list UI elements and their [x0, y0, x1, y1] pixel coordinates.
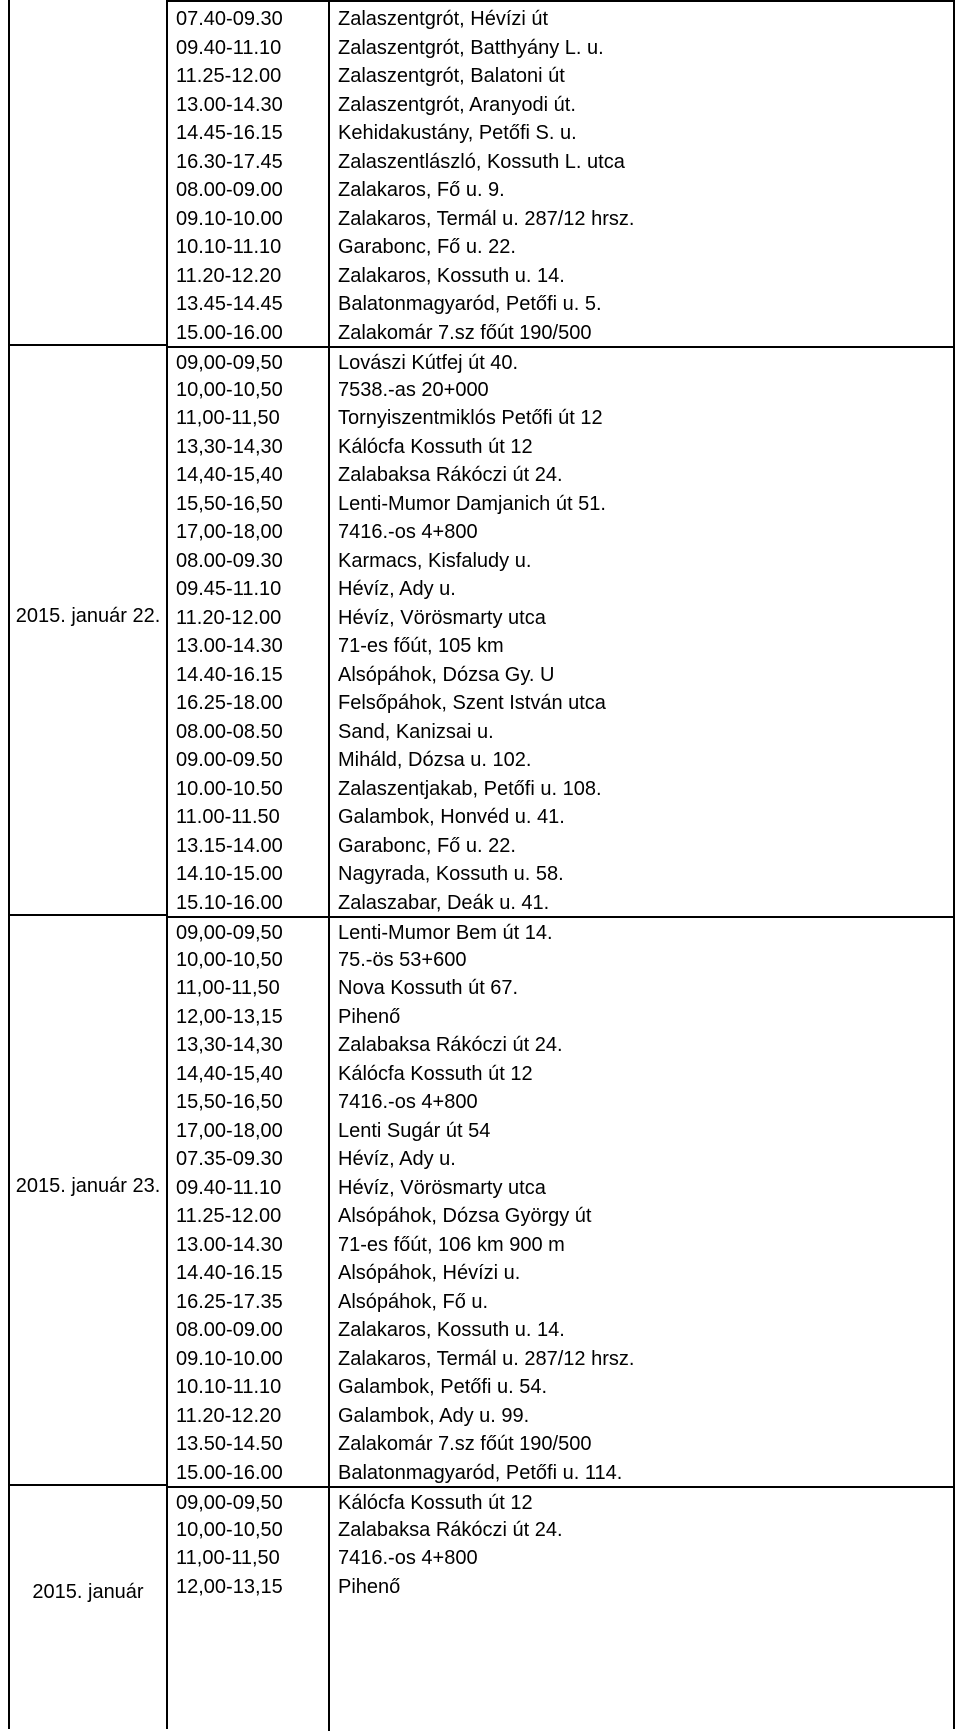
- location-cell: Miháld, Dózsa u. 102.: [338, 749, 532, 771]
- time-cell: 09.10-10.00: [176, 1347, 283, 1370]
- time-cell: 09,00-09,50: [176, 1492, 283, 1514]
- location-cell: Lovászi Kútfej út 40.: [338, 352, 519, 374]
- location-cell: Tornyiszentmiklós Petőfi út 12: [338, 407, 603, 429]
- time-cell: 13.50-14.50: [176, 1433, 283, 1455]
- time-cell: 11.25-12.00: [176, 65, 282, 87]
- time-cell: 16.25-18.00: [176, 692, 283, 714]
- location-cell: Galambok, Honvéd u. 41.: [338, 806, 565, 828]
- location-cell: Zalakaros, Termál u. 287/12 hrsz.: [338, 207, 635, 230]
- table-row: [168, 717, 953, 746]
- table-row: [168, 346, 953, 375]
- location-cell: Zalabaksa Rákóczi út 24.: [338, 464, 563, 486]
- location-cell: Lenti Sugár út 54: [338, 1119, 491, 1142]
- table-row: [168, 831, 953, 860]
- schedule-table: [168, 0, 955, 1729]
- table-row: [168, 1429, 953, 1458]
- time-cell: 14.40-16.15: [176, 663, 283, 686]
- table-row: [168, 489, 953, 518]
- location-cell: 71-es főút, 105 km: [338, 635, 504, 657]
- table-row: [168, 33, 953, 62]
- time-cell: 15,50-16,50: [176, 1091, 283, 1113]
- table-row: [168, 888, 953, 917]
- time-cell: 13.00-14.30: [176, 635, 283, 657]
- location-cell: Sand, Kanizsai u.: [338, 720, 494, 743]
- location-cell: Alsópáhok, Dózsa Gy. U: [338, 663, 555, 686]
- time-cell: 09.00-09.50: [176, 749, 283, 771]
- time-cell: 14,40-15,40: [176, 464, 283, 486]
- table-row: [168, 859, 953, 888]
- location-cell: Galambok, Petőfi u. 54.: [338, 1376, 548, 1398]
- time-cell: 11,00-11,50: [176, 1547, 280, 1569]
- time-cell: 07.40-09.30: [176, 8, 283, 30]
- table-row: [168, 1515, 953, 1544]
- location-cell: Alsópáhok, Dózsa György út: [338, 1205, 592, 1227]
- location-cell: Zalakaros, Kossuth u. 14.: [338, 1319, 565, 1341]
- time-cell: 14,40-15,40: [176, 1062, 283, 1085]
- time-cell: 13.00-14.30: [176, 1233, 283, 1256]
- location-cell: Balatonmagyaród, Petőfi u. 114.: [338, 1461, 623, 1484]
- time-cell: 13.15-14.00: [176, 834, 283, 857]
- time-cell: 16.25-17.35: [176, 1290, 283, 1313]
- time-cell: 11,00-11,50: [176, 977, 280, 999]
- table-row: [168, 1401, 953, 1430]
- table-row: [168, 147, 953, 176]
- table-row: [168, 774, 953, 803]
- table-row: [168, 1087, 953, 1116]
- table-row: [168, 1173, 953, 1202]
- time-cell: 11.25-12.00: [176, 1205, 282, 1227]
- location-cell: Pihenő: [338, 1005, 401, 1028]
- time-cell: 09.45-11.10: [176, 578, 282, 600]
- location-cell: 75.-ös 53+600: [338, 948, 467, 971]
- location-cell: Zalaszentgrót, Hévízi út: [338, 8, 549, 30]
- table-row: [168, 973, 953, 1002]
- table-row: [168, 517, 953, 546]
- table-row: [168, 603, 953, 632]
- location-cell: Zalaszabar, Deák u. 41.: [338, 891, 550, 914]
- location-cell: Lenti-Mumor Bem út 14.: [338, 922, 553, 944]
- time-cell: 08.00-08.50: [176, 720, 283, 743]
- table-row: [168, 1201, 953, 1230]
- location-cell: Zalakomár 7.sz főút 190/500: [338, 321, 592, 344]
- location-cell: Nagyrada, Kossuth u. 58.: [338, 863, 564, 885]
- location-cell: Hévíz, Ady u.: [338, 1148, 456, 1170]
- table-row: [168, 1486, 953, 1515]
- location-cell: Zalaszentgrót, Balatoni út: [338, 65, 565, 87]
- date-label: 2015. január: [32, 1581, 144, 1603]
- table-row: [168, 90, 953, 119]
- location-cell: Zalakaros, Kossuth u. 14.: [338, 264, 565, 287]
- time-cell: 10,00-10,50: [176, 378, 283, 401]
- time-cell: 07.35-09.30: [176, 1148, 283, 1170]
- time-cell: 11.20-12.20: [176, 264, 282, 287]
- table-row: [168, 4, 953, 33]
- table-row: [168, 1543, 953, 1572]
- table-row: [168, 1059, 953, 1088]
- table-row: [168, 631, 953, 660]
- time-cell: 15,50-16,50: [176, 492, 283, 515]
- time-cell: 15.00-16.00: [176, 321, 283, 344]
- time-cell: 09.10-10.00: [176, 207, 283, 230]
- location-cell: Zalaszentgrót, Aranyodi út.: [338, 93, 576, 116]
- time-cell: 17,00-18,00: [176, 1119, 283, 1142]
- table-row: [168, 61, 953, 90]
- location-cell: Alsópáhok, Hévízi u.: [338, 1262, 521, 1284]
- time-cell: 12,00-13,15: [176, 1575, 283, 1598]
- table-row: [168, 745, 953, 774]
- time-cell: 16.30-17.45: [176, 150, 283, 173]
- time-cell: 11.20-12.20: [176, 1404, 282, 1427]
- time-cell: 08.00-09.30: [176, 549, 283, 572]
- location-cell: Kálócfa Kossuth út 12: [338, 1062, 533, 1085]
- date-separator: [8, 914, 168, 916]
- location-cell: 7416.-os 4+800: [338, 1547, 478, 1569]
- time-cell: 14.40-16.15: [176, 1262, 283, 1284]
- location-cell: 7538.-as 20+000: [338, 378, 489, 401]
- table-row: [168, 204, 953, 233]
- time-cell: 13,30-14,30: [176, 435, 283, 458]
- time-cell: 14.45-16.15: [176, 122, 283, 144]
- location-cell: Alsópáhok, Fő u.: [338, 1290, 489, 1313]
- table-row: [168, 1258, 953, 1287]
- location-cell: Garabonc, Fő u. 22.: [338, 834, 516, 857]
- location-cell: Galambok, Ady u. 99.: [338, 1404, 530, 1427]
- table-row: [168, 1002, 953, 1031]
- time-cell: 10,00-10,50: [176, 1518, 283, 1541]
- time-cell: 10.10-11.10: [176, 236, 282, 258]
- date-label: 2015. január 23.: [15, 1175, 161, 1197]
- time-cell: 09,00-09,50: [176, 352, 283, 374]
- time-cell: 10,00-10,50: [176, 948, 283, 971]
- location-cell: Kehidakustány, Petőfi S. u.: [338, 122, 577, 144]
- time-cell: 13.00-14.30: [176, 93, 283, 116]
- time-cell: 11.00-11.50: [176, 806, 280, 828]
- table-row: [168, 1458, 953, 1487]
- location-cell: Kálócfa Kossuth út 12: [338, 435, 533, 458]
- time-cell: 11.20-12.00: [176, 606, 282, 629]
- location-cell: Kálócfa Kossuth út 12: [338, 1492, 533, 1514]
- date-column: [8, 0, 168, 1729]
- table-row: [168, 318, 953, 347]
- location-cell: Lenti-Mumor Damjanich út 51.: [338, 492, 606, 515]
- table-row: [168, 945, 953, 974]
- table-row: [168, 546, 953, 575]
- time-cell: 14.10-15.00: [176, 863, 283, 885]
- table-row: [168, 1030, 953, 1059]
- location-cell: Zalaszentlászló, Kossuth L. utca: [338, 150, 625, 173]
- location-cell: Zalakaros, Termál u. 287/12 hrsz.: [338, 1347, 635, 1370]
- table-row: [168, 1116, 953, 1145]
- time-cell: 09.40-11.10: [176, 1176, 282, 1199]
- time-cell: 13.45-14.45: [176, 293, 283, 315]
- date-separator: [8, 1484, 168, 1486]
- table-row: [168, 660, 953, 689]
- time-cell: 12,00-13,15: [176, 1005, 283, 1028]
- table-row: [168, 118, 953, 147]
- table-row: [168, 460, 953, 489]
- time-cell: 09.40-11.10: [176, 36, 282, 59]
- location-cell: Balatonmagyaród, Petőfi u. 5.: [338, 293, 602, 315]
- table-row: [168, 232, 953, 261]
- location-cell: Zalakomár 7.sz főút 190/500: [338, 1433, 592, 1455]
- table-row: [168, 688, 953, 717]
- location-cell: Zalaszentjakab, Petőfi u. 108.: [338, 777, 602, 800]
- time-cell: 17,00-18,00: [176, 521, 283, 543]
- time-cell: 10.00-10.50: [176, 777, 283, 800]
- time-cell: 15.00-16.00: [176, 1461, 283, 1484]
- location-cell: Hévíz, Vörösmarty utca: [338, 1176, 546, 1199]
- table-row: [168, 175, 953, 204]
- table-row: [168, 432, 953, 461]
- table-row: [168, 1287, 953, 1316]
- location-cell: Zalabaksa Rákóczi út 24.: [338, 1034, 563, 1056]
- table-row: [168, 1344, 953, 1373]
- table-row: [168, 574, 953, 603]
- date-separator: [8, 344, 168, 346]
- location-cell: Garabonc, Fő u. 22.: [338, 236, 516, 258]
- date-label: 2015. január 22.: [15, 605, 161, 627]
- table-row: [168, 1144, 953, 1173]
- location-cell: Zalaszentgrót, Batthyány L. u.: [338, 36, 604, 59]
- table-row: [168, 916, 953, 945]
- time-cell: 11,00-11,50: [176, 407, 280, 429]
- location-cell: Nova Kossuth út 67.: [338, 977, 519, 999]
- time-cell: 13,30-14,30: [176, 1034, 283, 1056]
- location-cell: 7416.-os 4+800: [338, 1091, 478, 1113]
- time-cell: 08.00-09.00: [176, 1319, 283, 1341]
- location-cell: Felsőpáhok, Szent István utca: [338, 692, 606, 714]
- table-row: [168, 1315, 953, 1344]
- location-cell: Hévíz, Ady u.: [338, 578, 456, 600]
- time-cell: 15.10-16.00: [176, 891, 283, 914]
- location-cell: Hévíz, Vörösmarty utca: [338, 606, 546, 629]
- time-cell: 10.10-11.10: [176, 1376, 282, 1398]
- table-row: [168, 1572, 953, 1601]
- location-cell: 71-es főút, 106 km 900 m: [338, 1233, 565, 1256]
- location-cell: Pihenő: [338, 1575, 401, 1598]
- table-row: [168, 289, 953, 318]
- location-cell: 7416.-os 4+800: [338, 521, 478, 543]
- table-row: [168, 1372, 953, 1401]
- table-row: [168, 261, 953, 290]
- location-cell: Zalabaksa Rákóczi út 24.: [338, 1518, 563, 1541]
- table-row: [168, 1230, 953, 1259]
- time-cell: 08.00-09.00: [176, 179, 283, 201]
- table-row: [168, 375, 953, 404]
- table-row: [168, 802, 953, 831]
- location-cell: Zalakaros, Fő u. 9.: [338, 179, 505, 201]
- time-cell: 09,00-09,50: [176, 922, 283, 944]
- table-row: [168, 403, 953, 432]
- location-cell: Karmacs, Kisfaludy u.: [338, 549, 532, 572]
